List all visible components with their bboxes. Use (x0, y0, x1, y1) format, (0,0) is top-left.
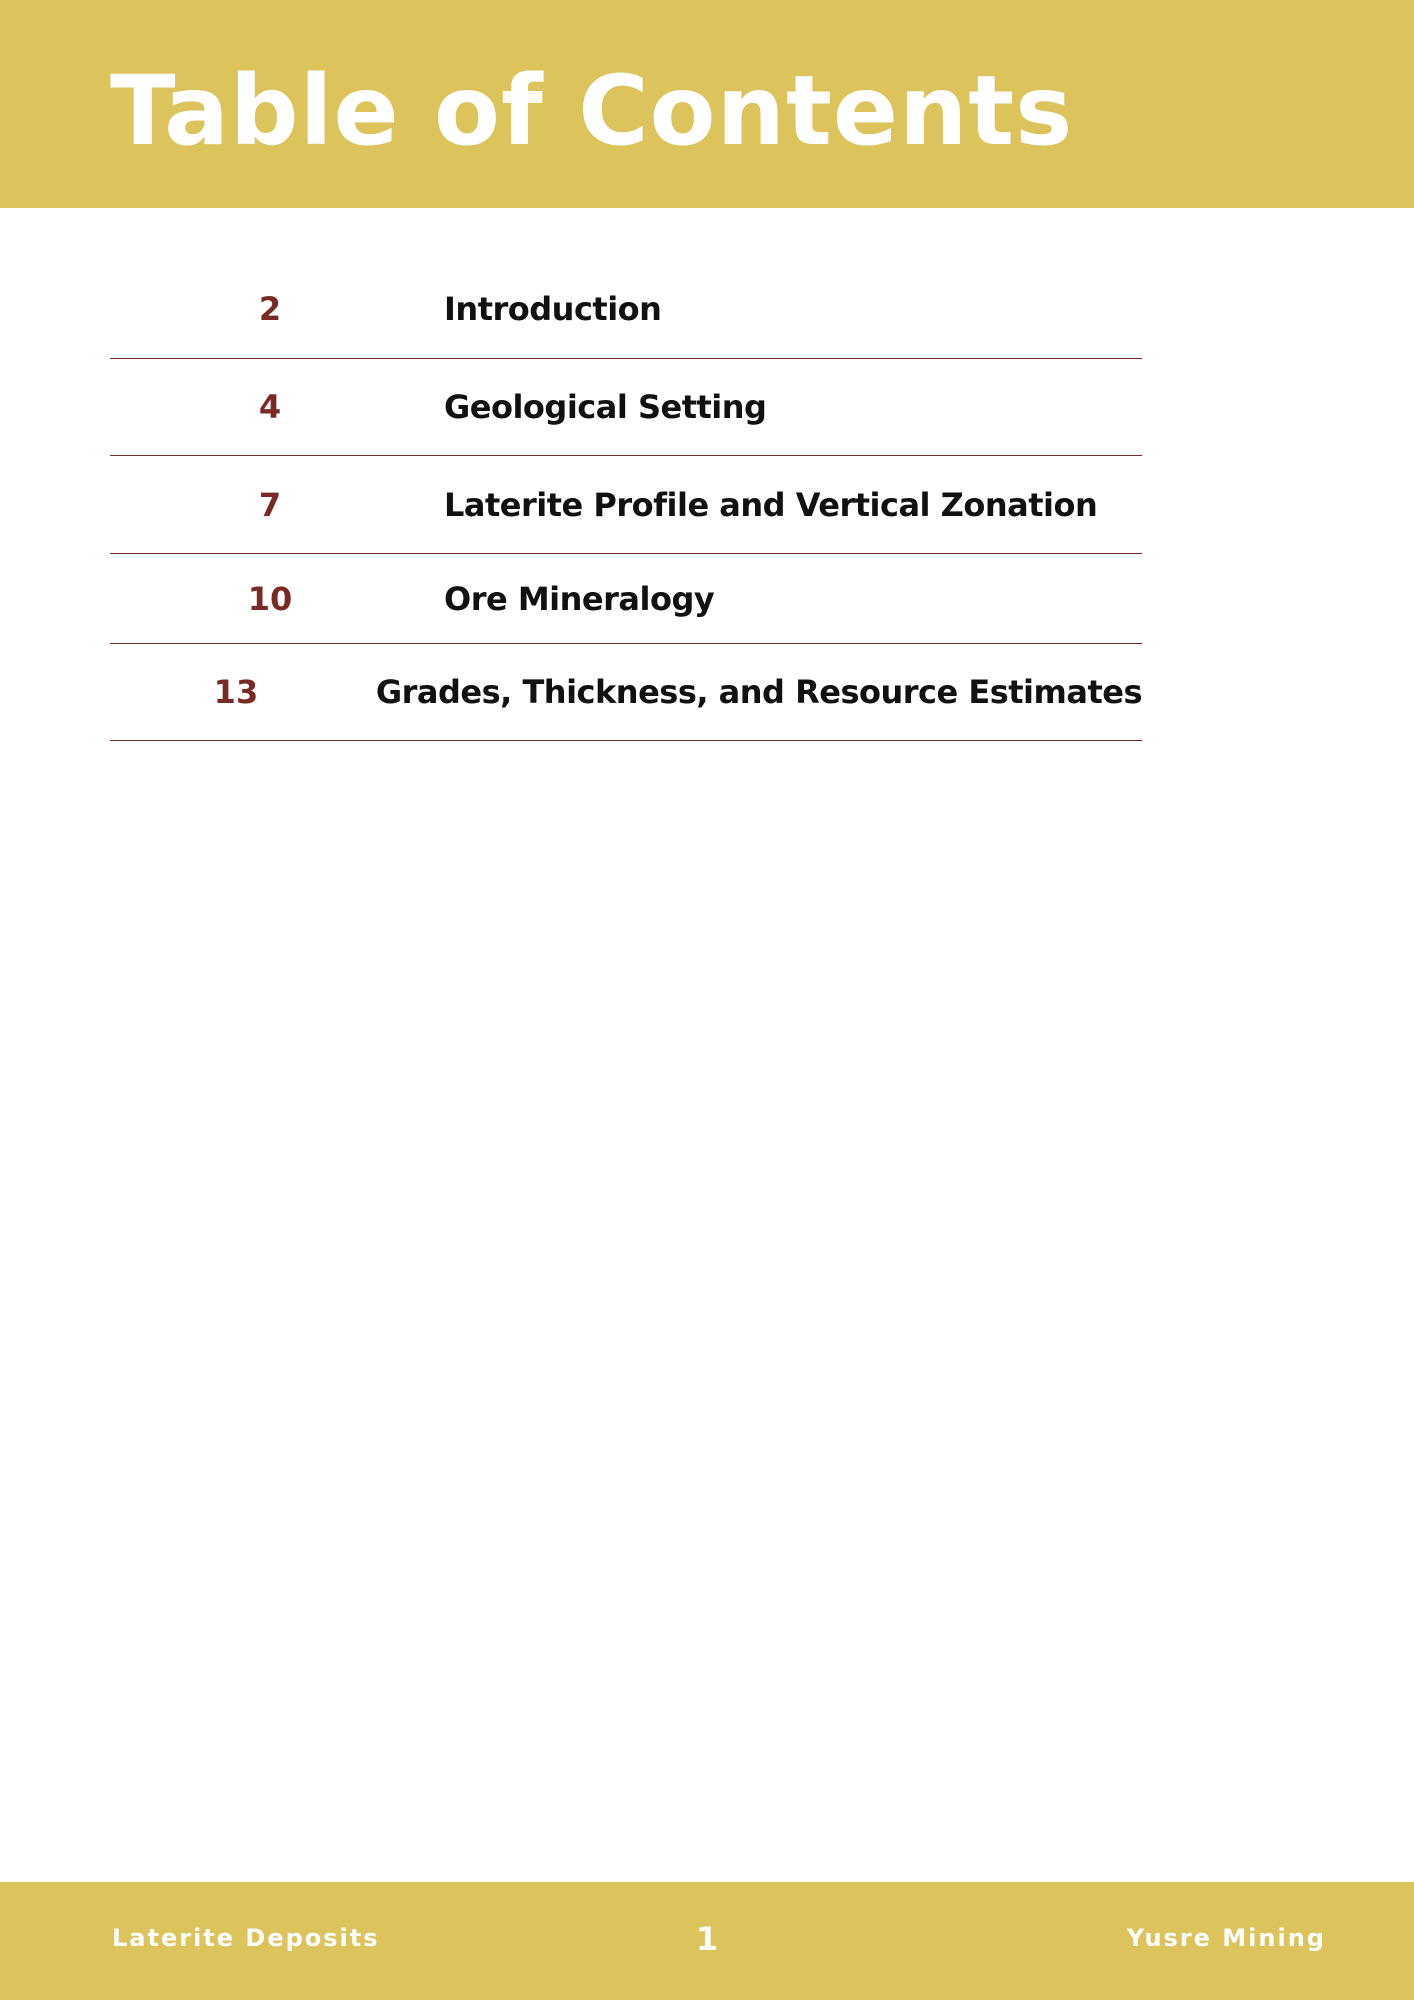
toc-entry[interactable] (110, 554, 1142, 644)
footer-document-title: Laterite Deposits (112, 1924, 380, 1952)
footer-band (0, 1882, 1414, 2000)
toc-page-number: 10 (247, 579, 293, 618)
table-of-contents (110, 260, 1142, 741)
footer-page-number: 1 (695, 1920, 719, 1958)
toc-page-number: 13 (213, 673, 259, 711)
toc-entry[interactable] (110, 359, 1142, 456)
toc-entry-title: Introduction (444, 290, 662, 328)
toc-page-number: 2 (258, 290, 282, 328)
footer-company-name: Yusre Mining (1126, 1924, 1326, 1952)
page-title: Table of Contents (110, 55, 1074, 167)
toc-entry[interactable] (110, 260, 1142, 359)
toc-entry-title: Laterite Profile and Vertical Zonation (444, 485, 1098, 524)
header-band (0, 0, 1414, 208)
toc-page-number: 7 (258, 485, 282, 524)
toc-entry[interactable] (110, 644, 1142, 741)
toc-entry-title: Ore Mineralogy (444, 579, 715, 618)
toc-entry-title: Grades, Thickness, and Resource Estimates (375, 673, 1142, 711)
toc-entry[interactable] (110, 456, 1142, 554)
toc-entry-title: Geological Setting (444, 388, 767, 426)
toc-page-number: 4 (258, 388, 282, 426)
